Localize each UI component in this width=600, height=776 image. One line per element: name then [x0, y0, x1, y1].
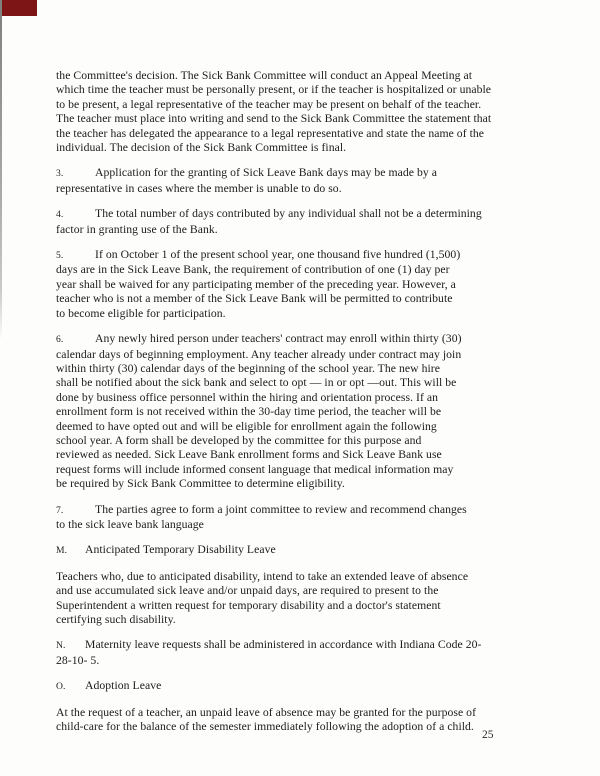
- item-text: Application for the granting of Sick Leave Bank days may be made by a: [95, 166, 437, 180]
- text-line: Teachers who, due to anticipated disability, intend to take an extended leave of absence: [56, 569, 469, 583]
- item-marker: N.: [56, 640, 66, 652]
- item-marker: 7.: [56, 504, 64, 516]
- text-line: be required by Sick Bank Committee to determine eligibility.: [56, 477, 345, 491]
- text-line: [56, 638, 580, 653]
- text-line: the Committee's decision. The Sick Bank Committee will conduct an Appeal Meeting at: [56, 69, 472, 82]
- item-text: Adoption Leave: [85, 679, 162, 693]
- text-line: which time the teacher must be personally present, or if the teacher is hospitalized or unable: [56, 83, 492, 97]
- text-line: within thirty (30) calendar days of the beginning of the school year. The new hire: [56, 361, 440, 375]
- text-line: year shall be waived for any participating member of the preceding year. However, a: [56, 277, 456, 291]
- list-item: [56, 166, 580, 196]
- item-text: If on October 1 of the present school year, one thousand five hundred (1,500): [95, 248, 461, 262]
- text-line: teacher who is not a member of the Sick Leave Bank will be permitted to contribute: [56, 292, 453, 306]
- item-marker: 3.: [56, 168, 64, 180]
- item-marker: 4.: [56, 209, 64, 221]
- item-marker: M.: [56, 545, 68, 557]
- item-text: Maternity leave requests shall be administered in accordance with Indiana Code 20-: [85, 638, 482, 652]
- text-line: [56, 248, 580, 263]
- text-line: [56, 332, 580, 347]
- text-line: deemed to have opted out and will be eligible for enrollment again the following: [56, 419, 437, 433]
- list-item: [56, 332, 580, 491]
- text-line: to be present, a legal representative of the teacher may be present on behalf of the teacher.: [56, 97, 482, 111]
- text-line: calendar days of beginning employment. Any teacher already under contract may join: [56, 347, 462, 361]
- list-item: [56, 207, 580, 237]
- list-item: [56, 543, 580, 558]
- text-line: to the sick leave bank language: [56, 517, 204, 531]
- text-line: [56, 679, 580, 694]
- text-line: request forms will include informed consent language that medical information may: [56, 462, 454, 476]
- list-item: [56, 638, 580, 668]
- list-item: [56, 679, 580, 694]
- text-line: factor in granting use of the Bank.: [56, 222, 218, 236]
- page-number: 25: [482, 729, 494, 741]
- text-line: Superintendent a written request for temporary disability and a doctor's statement: [56, 598, 441, 612]
- text-line: to become eligible for participation.: [56, 306, 226, 320]
- text-line: At the request of a teacher, an unpaid leave of absence may be granted for the purpose of: [56, 705, 477, 719]
- item-text: Anticipated Temporary Disability Leave: [85, 543, 276, 557]
- text-line: certifying such disability.: [56, 613, 176, 626]
- paragraph: [56, 570, 580, 628]
- text-line: [56, 503, 580, 518]
- text-line: reviewed as needed. Sick Leave Bank enrollment forms and Sick Leave Bank use: [56, 448, 442, 462]
- text-line: representative in cases where the member is unable to do so.: [56, 181, 342, 195]
- text-line: 28-10- 5.: [56, 653, 100, 667]
- text-line: individual. The decision of the Sick Bank Committee is final.: [56, 141, 347, 155]
- item-text: Any newly hired person under teachers' contract may enroll within thirty (30): [95, 332, 462, 346]
- list-item: [56, 248, 580, 321]
- item-marker: 5.: [56, 250, 64, 262]
- scan-edge-line: [0, 0, 2, 340]
- text-line: child-care for the balance of the semester immediately following the adoption of a child.: [56, 720, 474, 734]
- text-line: [56, 543, 580, 558]
- text-line: enrollment form is not received within the 30-day time period, the teacher will be: [56, 405, 442, 419]
- item-marker: 6.: [56, 334, 64, 346]
- item-text: The total number of days contributed by any individual shall not be a determining: [95, 207, 482, 221]
- paragraph: [56, 706, 580, 735]
- text-line: the teacher has delegated the appearance to a legal representative and state the name of the: [56, 126, 485, 140]
- item-text: The parties agree to form a joint committee to review and recommend changes: [95, 502, 467, 516]
- text-line: days are in the Sick Leave Bank, the requirement of contribution of one (1) day per: [56, 263, 450, 277]
- text-line: The teacher must place into writing and send to the Sick Bank Committee the statement that: [56, 112, 492, 126]
- text-line: [56, 207, 580, 222]
- paragraph: [56, 69, 580, 155]
- text-line: done by business office personnel within the hiring and orientation process. If an: [56, 390, 439, 404]
- scan-corner-red-mark: [0, 0, 37, 16]
- list-item: [56, 503, 580, 533]
- text-line: [56, 166, 580, 181]
- item-marker: O.: [56, 681, 66, 693]
- text-line: and use accumulated sick leave and/or unpaid days, are required to present to the: [56, 584, 439, 598]
- text-line: school year. A form shall be developed by the committee for this purpose and: [56, 433, 422, 447]
- text-line: shall be notified about the sick bank and select to opt — in or opt —out. This will be: [56, 376, 457, 390]
